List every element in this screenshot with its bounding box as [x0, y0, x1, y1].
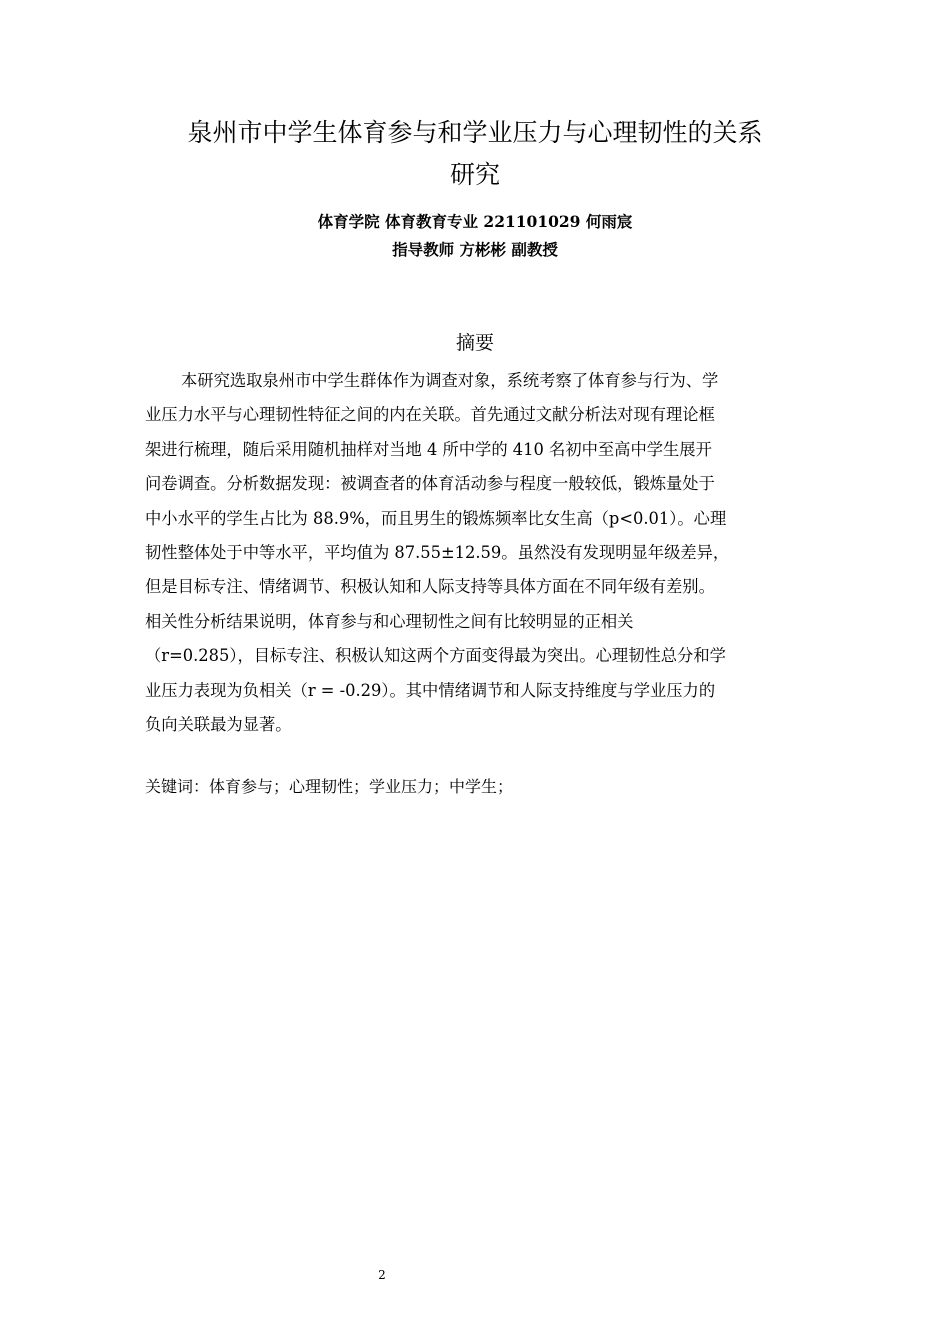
keywords: 关键词：体育参与；心理韧性；学业压力；中学生； [145, 777, 514, 796]
abstract-line: 业压力水平与心理韧性特征之间的内在关联。首先通过文献分析法对现有理论框 [145, 405, 715, 425]
abstract-heading: 摘要 [455, 332, 494, 354]
page-number: 2 [378, 1268, 386, 1282]
abstract-line: 相关性分析结果说明，体育参与和心理韧性之间有比较明显的正相关 [145, 611, 634, 631]
abstract-line: 业压力表现为负相关（r = -0.29）。其中情绪调节和人际支持维度与学业压力的 [145, 680, 716, 700]
abstract-body [145, 364, 817, 742]
abstract-line: 负向关联最为显著。 [145, 715, 292, 735]
title-line-1: 泉州市中学生体育参与和学业压力与心理韧性的关系 [187, 118, 763, 147]
abstract-line: 问卷调查。分析数据发现：被调查者的体育活动参与程度一般较低，锻炼量处于 [145, 474, 715, 494]
paper-title [120, 112, 830, 196]
advisor-line: 指导教师 方彬彬 副教授 [392, 240, 558, 259]
abstract-line: 中小水平的学生占比为 88.9%，而且男生的锻炼频率比女生高（p<0.01）。心理 [145, 508, 727, 528]
title-line-2: 研究 [449, 160, 500, 189]
abstract-line: 韧性整体处于中等水平，平均值为 87.55±12.59。虽然没有发现明显年级差异， [145, 543, 730, 563]
abstract-line: 本研究选取泉州市中学生群体作为调查对象，系统考察了体育参与行为、学 [181, 371, 719, 390]
abstract-line: 但是目标专注、情绪调节、积极认知和人际支持等具体方面在不同年级有差别。 [145, 577, 715, 597]
abstract-line: 架进行梳理，随后采用随机抽样对当地 4 所中学的 410 名初中至高中学生展开 [145, 439, 712, 459]
abstract-line: （r=0.285），目标专注、积极认知这两个方面变得最为突出。心理韧性总分和学 [145, 646, 726, 666]
author-line: 体育学院 体育教育专业 221101029 何雨宸 [317, 212, 633, 231]
